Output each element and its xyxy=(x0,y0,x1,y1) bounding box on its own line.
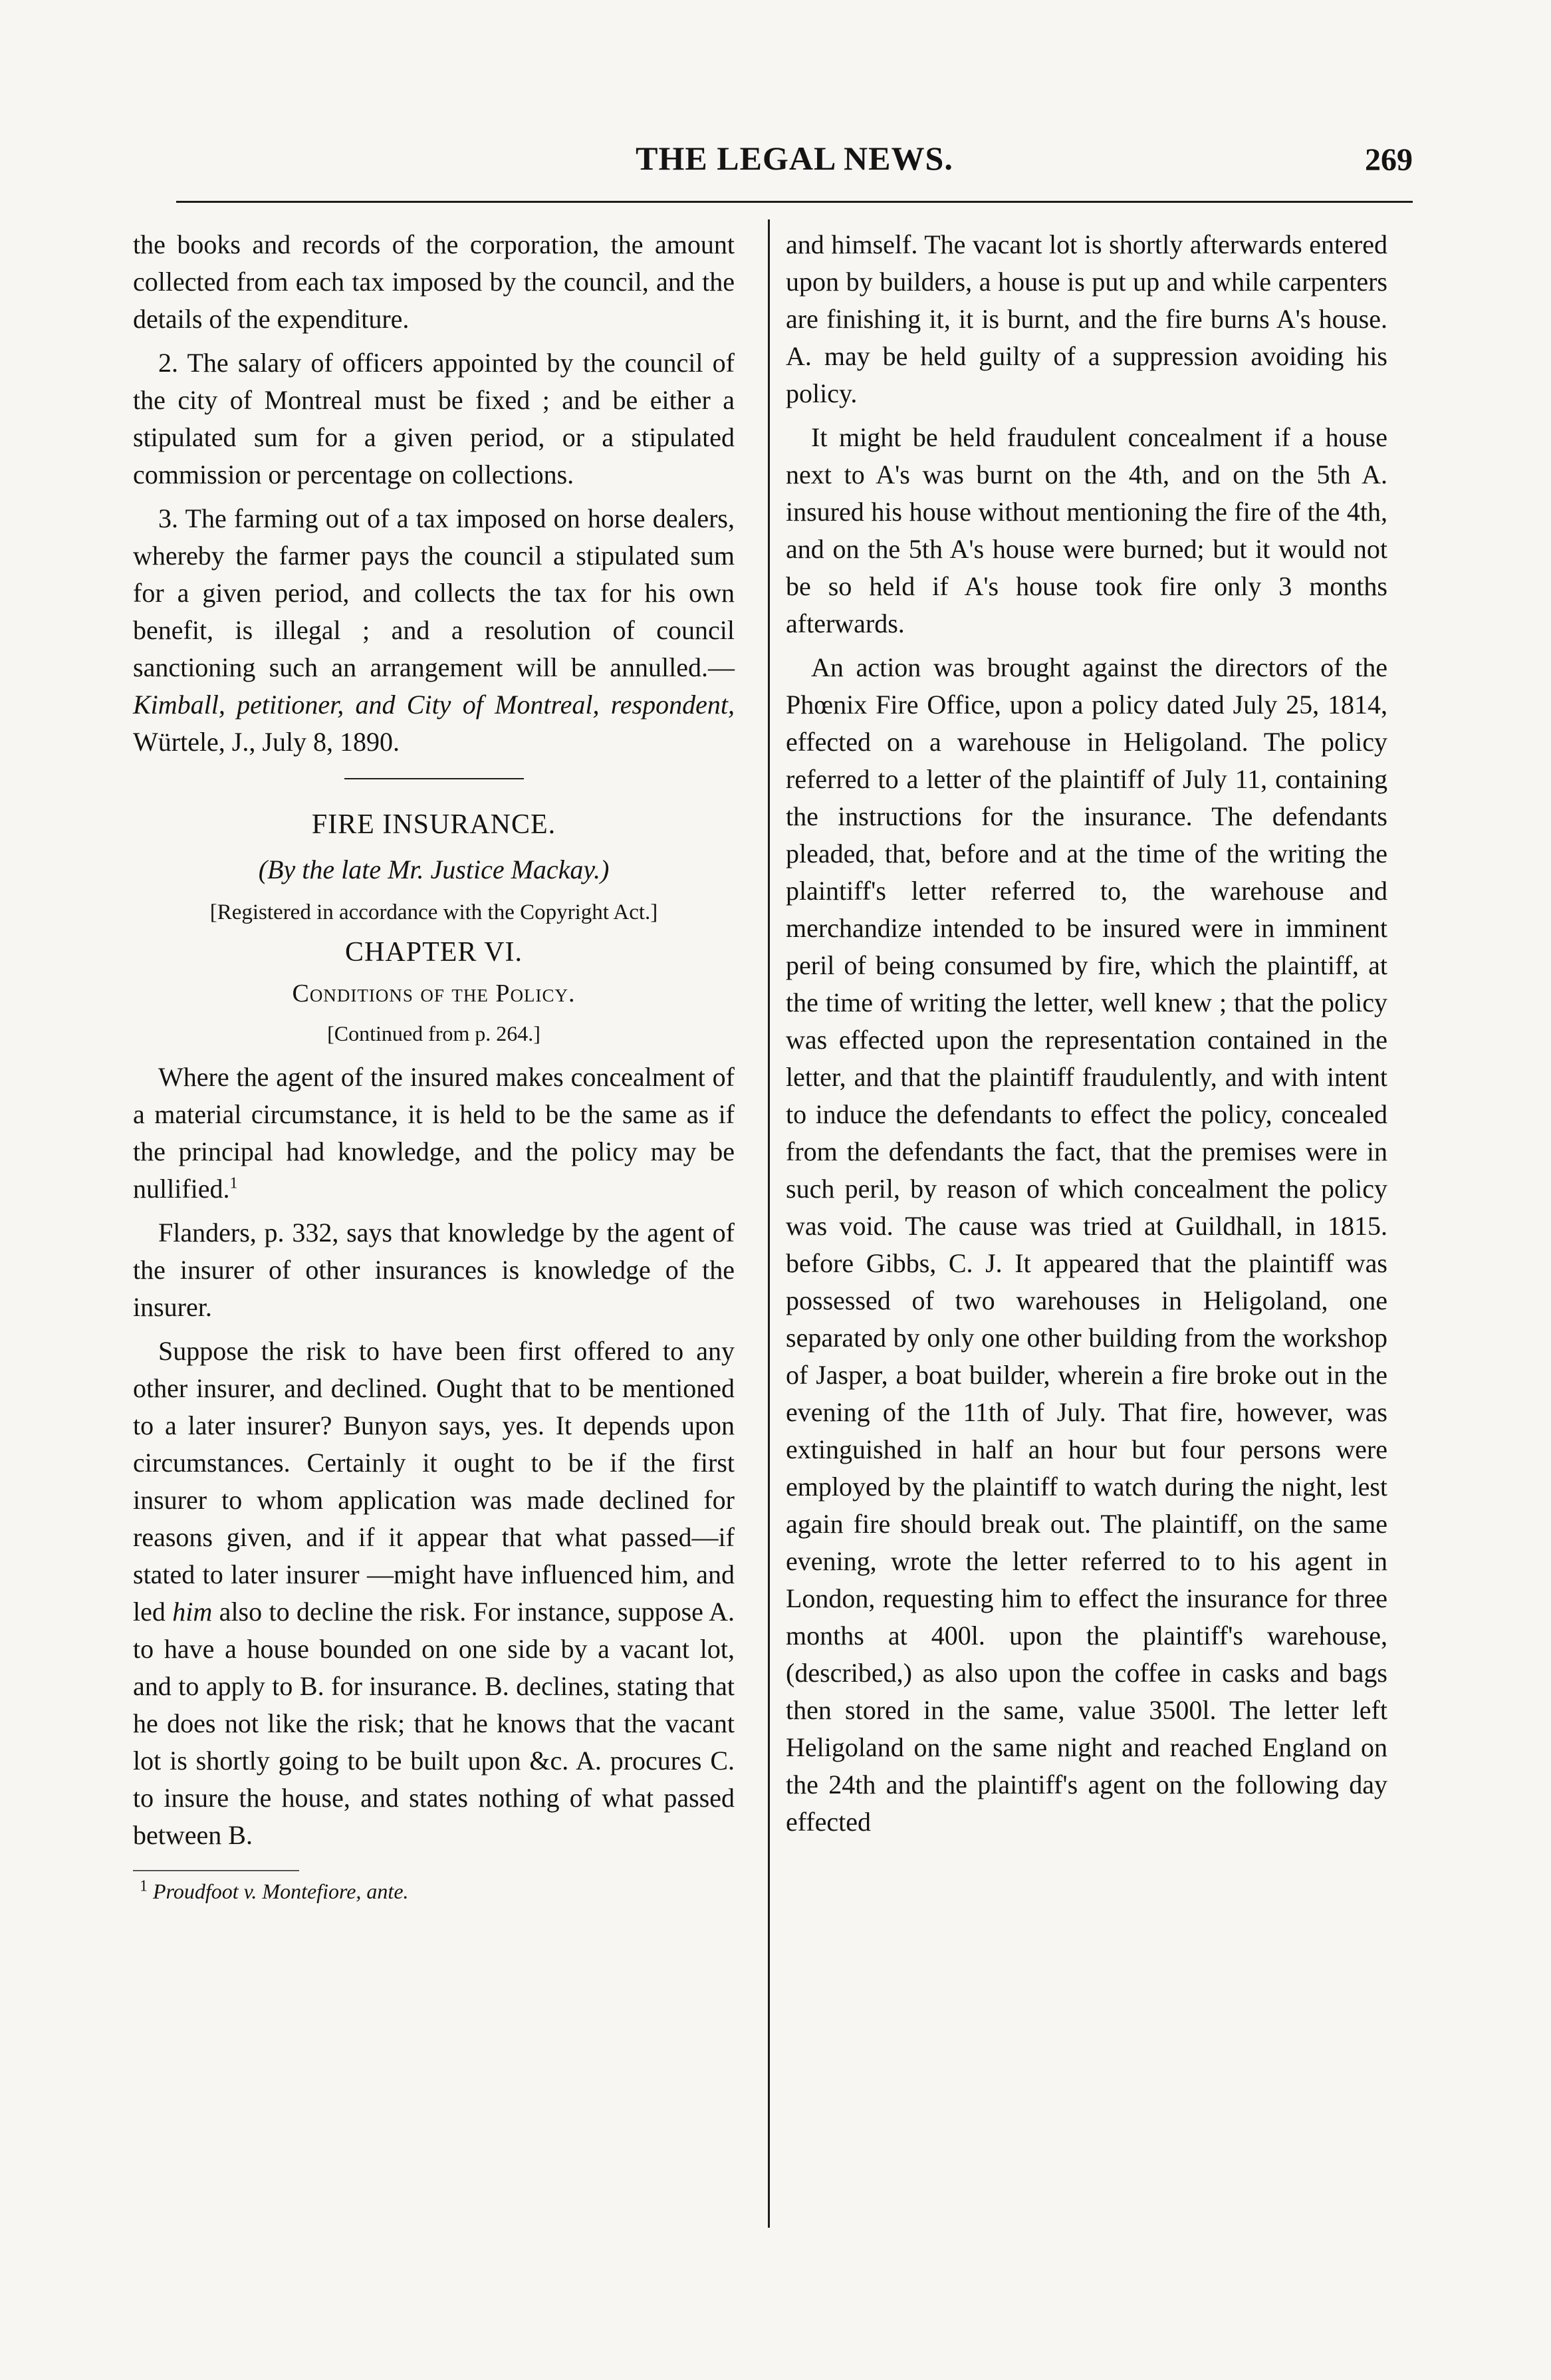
paragraph-case-holding xyxy=(133,500,735,761)
chapter-subtitle: Conditions of the Policy. xyxy=(292,980,576,1007)
section-divider xyxy=(344,778,524,779)
right-column xyxy=(786,226,1387,1847)
paragraph xyxy=(133,1059,735,1208)
paragraph-text: Where the agent of the insured makes concealment of a material circumstance, it is held to be the same as if the principal had knowledge, and the policy may be nullified. xyxy=(133,1062,735,1204)
paragraph: An action was brought against the directors of the Phœnix Fire Office, upon a policy dated July 25, 1814, effected on a warehouse in Heligoland. The policy referred to a letter of the plaintiff of July 11, containing the instructions for the insurance. The defendants pleaded, that, before and at the time of the writing the plaintiff's letter referred to, the warehouse and merchandize intended to be insured were in imminent peril of being consumed by fire, which the plaintiff, at the time of writing the letter, well knew ; that the policy was effected upon the representation contained in the letter, and that the plaintiff fraudulently, and with intent to induce the defendants to effect the policy, concealed from the defendants the fact, that the premises were in such peril, by reason of which concealment the policy was void. The cause was tried at Guildhall, in 1815. before Gibbs, C. J. It appeared that the plaintiff was possessed of two warehouses in Heligoland, one separated by only one other building from the workshop of Jasper, a boat builder, wherein a fire broke out in the evening of the 11th of July. That fire, however, was extinguished in half an hour but four persons were employed by the plaintiff to watch during the night, lest again fire should break out. The plaintiff, on the same evening, wrote the letter referred to to his agent in London, requesting him to effect the insurance for three months at 400l. upon the plaintiff's warehouse, (described,) as also upon the coffee in casks and bags then stored in the same, value 3500l. The letter left Heligoland on the same night and reached England on the 24th and the plaintiff's agent on the following day effected xyxy=(786,652,1387,1837)
page-header xyxy=(176,130,1413,203)
column-divider xyxy=(768,219,770,2228)
author-byline: (By the late Mr. Justice Mackay.) xyxy=(258,855,610,884)
page-number: 269 xyxy=(1365,142,1413,178)
chapter-heading: CHAPTER VI. xyxy=(345,937,523,968)
paragraph-text: also to decline the risk. For instance, suppose A. to have a house bounded on one side by a vacant lot, and to apply to B. for insurance. B. declines, stating that he does not like the risk; that he knows that the vacant lot is shortly going to be built upon &c. A. procures C. to insure the house, and states nothing of what passed between B. xyxy=(133,1597,735,1850)
running-title: THE LEGAL NEWS. xyxy=(636,140,953,177)
paragraph: and himself. The vacant lot is shortly afterwards entered upon by builders, a house is put up and while carpenters are finishing it, it is burnt, and the fire burns A's house. A. may be held guilty of a suppression avoiding his policy. xyxy=(786,229,1387,408)
continued-note: [Continued from p. 264.] xyxy=(327,1021,540,1045)
left-column xyxy=(133,226,735,1905)
section-title: FIRE INSURANCE. xyxy=(311,809,556,840)
paragraph: Flanders, p. 332, says that knowledge by the agent of the insurer of other insurances is knowledge of the insurer. xyxy=(133,1218,735,1322)
emphasis: him xyxy=(172,1597,213,1627)
case-judge-date: Würtele, J., July 8, 1890. xyxy=(133,727,400,757)
case-citation: Kimball, petitioner, and City of Montreal, respondent, xyxy=(133,690,735,720)
copyright-notice: [Registered in accordance with the Copyright Act.] xyxy=(209,900,658,924)
footnote-rule xyxy=(133,1870,299,1871)
paragraph-text: Suppose the risk to have been first offered to any other insurer, and declined. Ought that to be mentioned to a later insurer? Bunyon says, yes. It depends upon circumstances. Certainly it ought to be if the first insurer to whom application was made declined for reasons given, and if it appear that what passed—if stated to later insurer —might have influenced him, and led xyxy=(133,1336,735,1627)
paragraph xyxy=(133,1333,735,1854)
paragraph: It might be held fraudulent concealment if a house next to A's was burnt on the 4th, and on the 5th A. insured his house without mentioning the fire of the 4th, and on the 5th A's house were burned; but it would not be so held if A's house took fire only 3 months afterwards. xyxy=(786,422,1387,638)
holding-text: 3. The farming out of a tax imposed on horse dealers, whereby the farmer pays the council a stipulated sum for a given period, and collects the tax for his own benefit, is illegal ; and a resolution of council sanctioning such an arrangement will be annulled.— xyxy=(133,503,735,682)
paragraph: 2. The salary of officers appointed by the council of the city of Montreal must be fixed ; and be either a stipulated sum for a given period, or a stipulated commission or percentage on collections. xyxy=(133,348,735,489)
header-rule xyxy=(176,201,1413,203)
paragraph: the books and records of the corporation, the amount collected from each tax imposed by the council, and the details of the expenditure. xyxy=(133,229,735,334)
footnote-reference: 1 xyxy=(229,1174,238,1192)
footnote xyxy=(133,1878,735,1905)
footnote-text: Proudfoot v. Montefiore, ante. xyxy=(153,1879,409,1903)
footnote-mark: 1 xyxy=(140,1877,148,1895)
